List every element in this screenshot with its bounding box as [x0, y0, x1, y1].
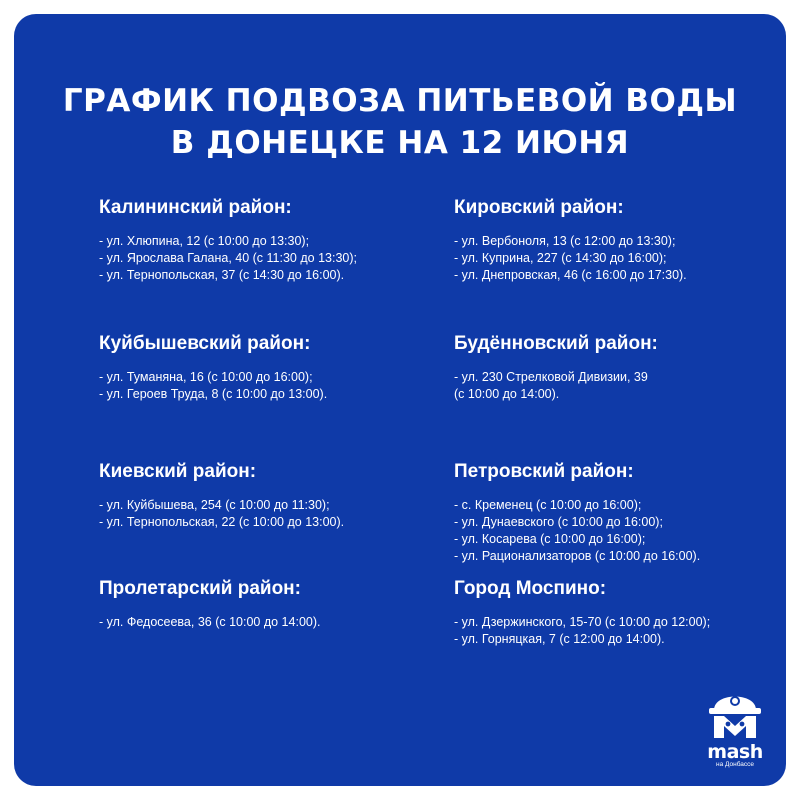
logo-subtitle: на Донбассе [716, 761, 754, 768]
address-item: - ул. Днепровская, 46 (с 16:00 до 17:30). [454, 268, 687, 282]
mash-helmet-icon [700, 680, 770, 742]
district-mospino [454, 577, 784, 648]
district-title: Пролетарский район: [99, 578, 301, 599]
district-title: Город Моспино: [454, 578, 607, 599]
address-item: - ул. Тернопольская, 37 (с 14:30 до 16:00). [99, 268, 345, 282]
district-petrovsky [454, 460, 784, 565]
address-item: - ул. Косарева (с 10:00 до 16:00); [454, 532, 646, 546]
address-item: - ул. Дзержинского, 15-70 (с 10:00 до 12:00); [454, 615, 711, 629]
district-title: Кировский район: [454, 197, 624, 218]
address-item: - ул. Ярослава Галана, 40 (с 11:30 до 13:30); [99, 251, 357, 265]
logo-wordmark: mash [707, 741, 763, 763]
address-item: - ул. Дунаевского (с 10:00 до 16:00); [454, 515, 663, 529]
address-item: - ул. Куприна, 227 (с 14:30 до 16:00); [454, 251, 667, 265]
district-kuibyshevsky [99, 332, 429, 403]
address-item: - ул. Рационализаторов (с 10:00 до 16:00). [454, 549, 701, 563]
district-title: Киевский район: [99, 461, 257, 482]
address-item: - ул. Героев Труда, 8 (с 10:00 до 13:00). [99, 387, 328, 401]
district-title: Петровский район: [454, 461, 634, 482]
poster-card [14, 14, 786, 786]
district-title: Калининский район: [99, 197, 292, 218]
address-item: - с. Кременец (с 10:00 до 16:00); [454, 498, 642, 512]
mash-logo [700, 680, 770, 772]
district-kirovsky [454, 196, 784, 284]
address-item: - ул. Тернопольская, 22 (с 10:00 до 13:00). [99, 515, 345, 529]
district-proletarsky [99, 577, 429, 631]
address-item: - ул. Хлюпина, 12 (с 10:00 до 13:30); [99, 234, 310, 248]
address-item: - ул. Куйбышева, 254 (с 10:00 до 11:30); [99, 498, 330, 512]
district-budennovsky [454, 332, 784, 403]
district-kalininsky [99, 196, 429, 284]
address-item: - ул. Туманяна, 16 (с 10:00 до 16:00); [99, 370, 313, 384]
address-item: - ул. Вербоноля, 13 (с 12:00 до 13:30); [454, 234, 676, 248]
address-item: - ул. Горняцкая, 7 (с 12:00 до 14:00). [454, 632, 665, 646]
title-line-1: ГРАФИК ПОДВОЗА ПИТЬЕВОЙ ВОДЫ [62, 83, 738, 119]
district-title: Будённовский район: [454, 333, 658, 354]
address-item: (с 10:00 до 14:00). [454, 387, 560, 401]
address-item: - ул. Федосеева, 36 (с 10:00 до 14:00). [99, 615, 321, 629]
address-item: - ул. 230 Стрелковой Дивизии, 39 [454, 370, 648, 384]
district-kievsky [99, 460, 429, 531]
page-title [14, 80, 786, 164]
district-title: Куйбышевский район: [99, 333, 311, 354]
title-line-2: В ДОНЕЦКЕ НА 12 ИЮНЯ [170, 125, 630, 161]
